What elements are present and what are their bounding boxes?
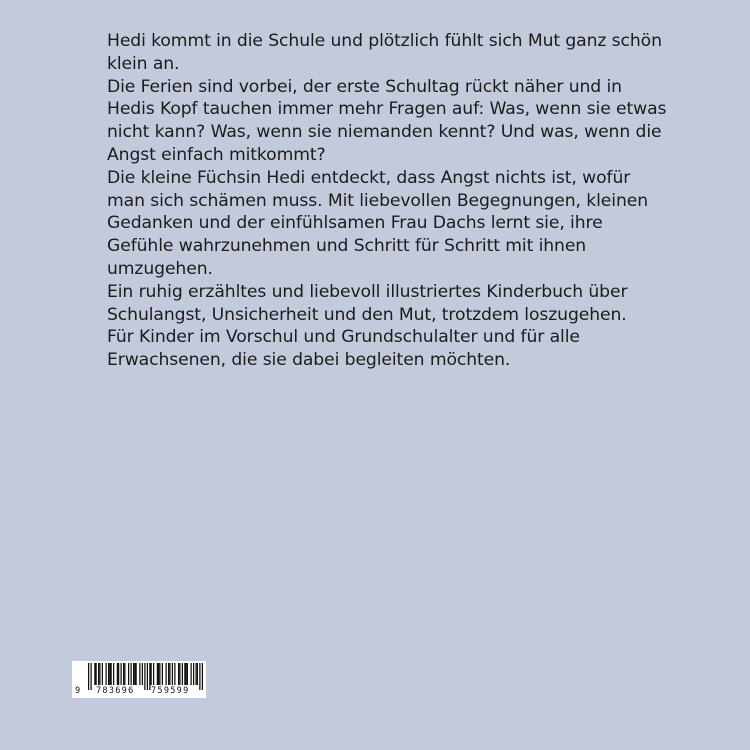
barcode-right-group: 759599 [151, 686, 190, 696]
blurb-paragraph: Die kleine Füchsin Hedi entdeckt, dass Angst nichts ist, wofür man sich schämen muss. Mit liebevollen Begegnungen, kleinen Gedanken und der einfühlsamen Frau Dachs lernt sie, ihre Gefühle wahrzunehmen und Schritt für Schritt mit ihnen umzugehen. [107, 167, 649, 279]
back-cover-blurb [107, 30, 667, 372]
isbn-barcode [72, 661, 206, 698]
barcode-digits [72, 686, 206, 698]
blurb-paragraph: Für Kinder im Vorschul und Grundschulalter und für alle Erwachsenen, die sie dabei begleiten möchten. [107, 327, 580, 371]
barcode-left-group: 783696 [96, 686, 135, 696]
blurb-paragraph: Ein ruhig erzähltes und liebevoll illustriertes Kinderbuch über Schulangst, Unsicherheit und den Mut, trotzdem loszugehen. [107, 281, 628, 325]
blurb-paragraph: Hedi kommt in die Schule und plötzlich fühlt sich Mut ganz schön klein an. [107, 31, 662, 74]
barcode-lead-digit: 9 [75, 686, 81, 696]
blurb-paragraph: Die Ferien sind vorbei, der erste Schultag rückt näher und in Hedis Kopf tauchen immer mehr Fragen auf: Was, wenn sie etwas nicht kann? Was, wenn sie niemanden kennt? Und was, wenn die Angst einfach mitkommt? [107, 76, 667, 165]
